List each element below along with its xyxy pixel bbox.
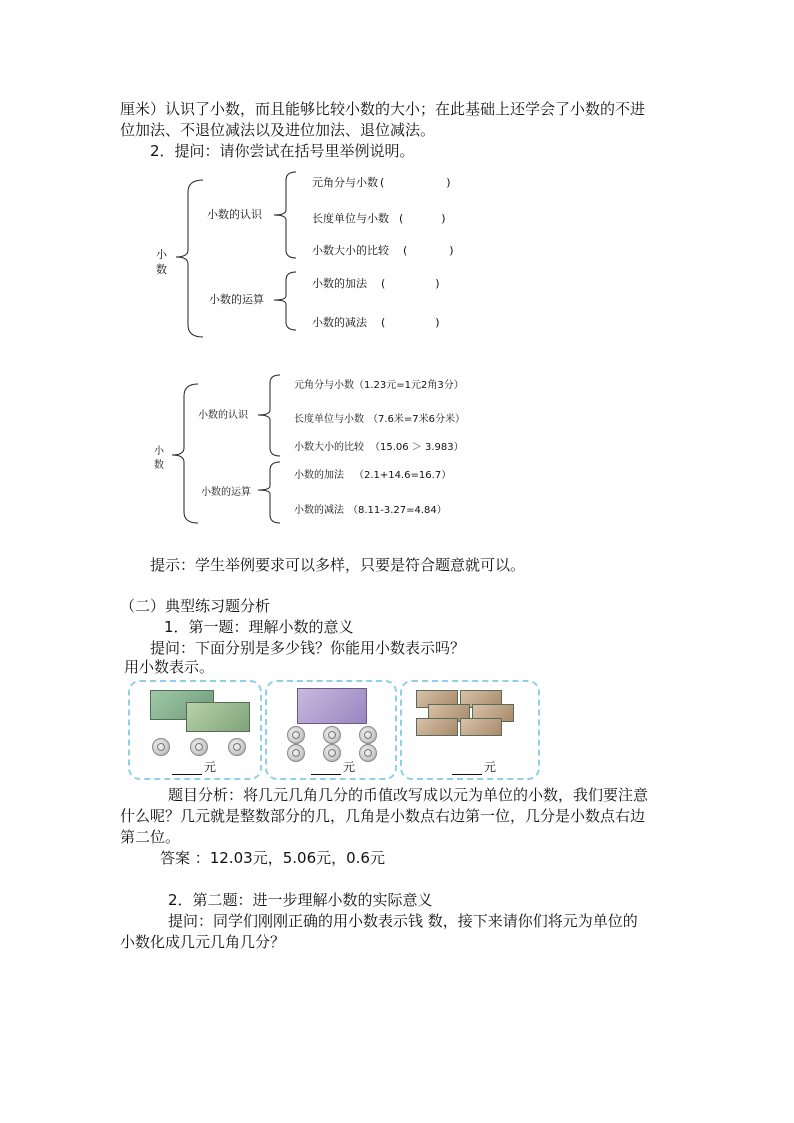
question-2-title: 2．第二题：进一步理解小数的实际意义 [168,891,433,909]
coin-icon [287,744,305,762]
root-char-2: 数 [156,263,167,276]
leaf-length-unit: 长度单位与小数 （7.6米=7米6分米） [294,414,466,425]
analysis-line-3: 第二位。 [120,828,181,846]
leaf-subtraction: 小数的减法 （8.11-3.27=4.84） [294,505,447,516]
money-panel-2 [265,680,397,780]
question-1-ask-2: 用小数表示。 [124,658,215,676]
coin-icon [359,744,377,762]
question-2-ask-1: 提问：同学们刚刚正确的用小数表示钱 数，接下来请你们将元为单位的 [168,912,638,930]
answer-line: 答案 ：12.03元，5.06元，0.6元 [160,849,385,867]
hint-text: 提示：学生举例要求可以多样，只要是符合题意就可以。 [150,556,526,574]
root-char-1: 小 [154,446,164,457]
leaf-addition: 小数的加法 ( ) [312,277,440,290]
answer-blank-1: 元 [172,758,216,775]
leaf-compare: 小数大小的比较 ( ) [312,244,454,257]
coin-icon [228,738,246,756]
coin-icon [152,738,170,756]
section-title: （二）典型练习题分析 [120,597,271,615]
branch-operation: 小数的运算 [209,293,264,306]
banknote-two-yuan-icon [186,702,250,732]
answer-blank-3: 元 [452,758,496,775]
branch-operation: 小数的运算 [201,487,251,498]
leaf-compare: 小数大小的比较 （15.06 ＞ 3.983） [294,442,464,453]
leaf-yuan-jiao-fen: 元角分与小数 ( ) [312,176,451,189]
coin-icon [190,738,208,756]
root-char-1: 小 [156,248,167,261]
question-2-ask-2: 小数化成几元几角几分？ [120,933,286,951]
coin-icon [359,726,377,744]
coin-icon [323,726,341,744]
question-2: 2．提问：请你尝试在括号里举例说明。 [150,142,415,160]
answer-blank-2: 元 [311,758,355,775]
intro-line-1: 厘米）认识了小数，而且能够比较小数的大小；在此基础上还学会了小数的不进 [120,100,646,118]
money-panel-3 [400,680,540,780]
branch-recognition: 小数的认识 [198,410,248,421]
leaf-yuan-jiao-fen: 元角分与小数（1.23元=1元2角3分） [294,380,464,391]
question-1-ask: 提问：下面分别是多少钱？你能用小数表示吗？ [150,639,466,657]
leaf-subtraction: 小数的减法 ( ) [312,316,440,329]
banknote-five-yuan-icon [297,688,367,724]
question-1-title: 1．第一题：理解小数的意义 [164,618,354,636]
root-char-2: 数 [154,460,164,471]
leaf-addition: 小数的加法 （2.1+14.6=16.7） [294,470,452,481]
branch-recognition: 小数的认识 [207,208,262,221]
leaf-length-unit: 长度单位与小数 ( ) [312,212,446,225]
money-panel-1 [128,680,262,780]
banknote-one-jiao-icon [416,718,458,736]
analysis-line-1: 题目分析：将几元几角几分的币值改写成以元为单位的小数，我们要注意 [168,786,649,804]
intro-line-2: 位加法、不退位减法以及进位加法、退位减法。 [120,121,436,139]
banknote-one-jiao-icon [460,718,502,736]
coin-icon [287,726,305,744]
analysis-line-2: 什么呢？几元就是整数部分的几，几角是小数点右边第一位，几分是小数点右边 [120,807,646,825]
